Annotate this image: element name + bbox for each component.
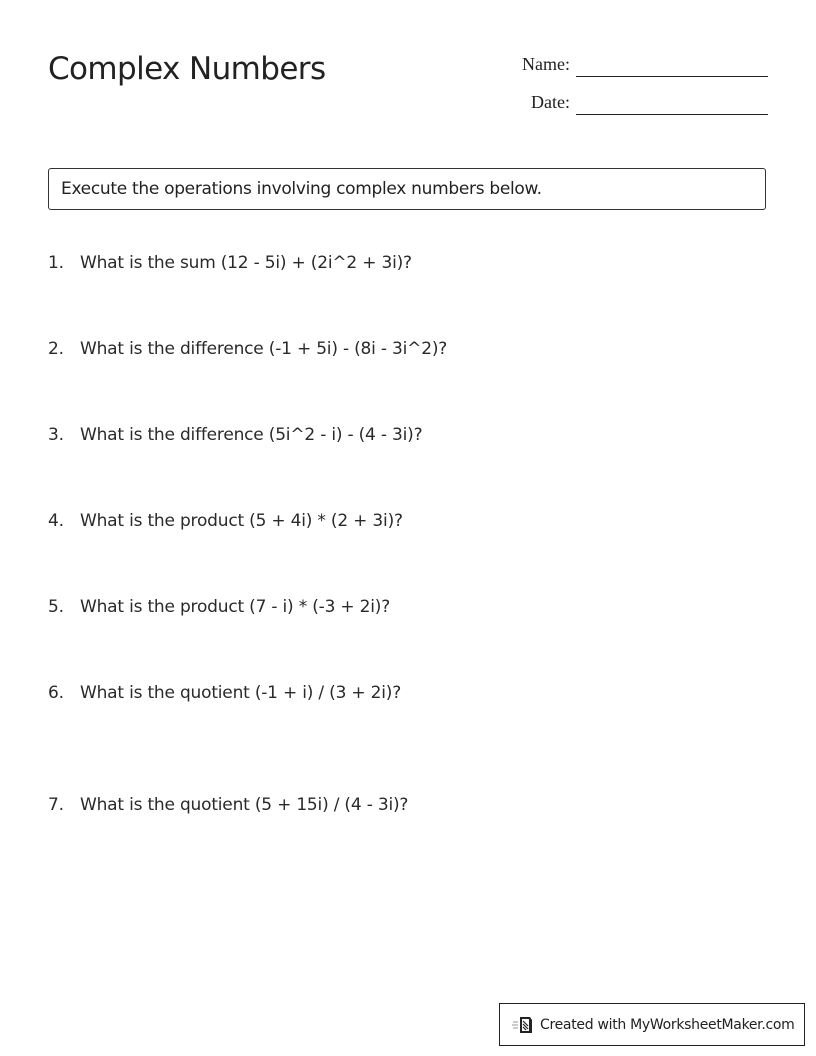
question-text: What is the product (7 - i) * (-3 + 2i)? [80, 597, 391, 617]
question-number: 6. [48, 683, 64, 703]
date-label: Date: [531, 92, 570, 112]
question-text: What is the difference (-1 + 5i) - (8i - 3i^2)? [80, 339, 448, 359]
footer-badge[interactable] [499, 1003, 805, 1046]
question-number: 1. [48, 253, 64, 273]
instructions-box [48, 168, 766, 210]
question-text: What is the quotient (5 + 15i) / (4 - 3i)? [80, 795, 409, 815]
page-title: Complex Numbers [48, 51, 326, 87]
question-text: What is the quotient (-1 + i) / (3 + 2i)? [80, 683, 402, 703]
name-label: Name: [522, 54, 570, 74]
name-field-line[interactable] [576, 76, 768, 77]
instructions-text: Execute the operations involving complex numbers below. [61, 179, 542, 199]
date-field-line[interactable] [576, 114, 768, 115]
question-number: 3. [48, 425, 64, 445]
question-number: 2. [48, 339, 64, 359]
question-text: What is the product (5 + 4i) * (2 + 3i)? [80, 511, 403, 531]
question-number: 4. [48, 511, 64, 531]
question-number: 5. [48, 597, 64, 617]
worksheet-maker-logo-icon [512, 1014, 534, 1036]
question-text: What is the sum (12 - 5i) + (2i^2 + 3i)? [80, 253, 412, 273]
question-number: 7. [48, 795, 64, 815]
question-text: What is the difference (5i^2 - i) - (4 - 3i)? [80, 425, 423, 445]
footer-credit-text: Created with MyWorksheetMaker.com [540, 1017, 795, 1033]
